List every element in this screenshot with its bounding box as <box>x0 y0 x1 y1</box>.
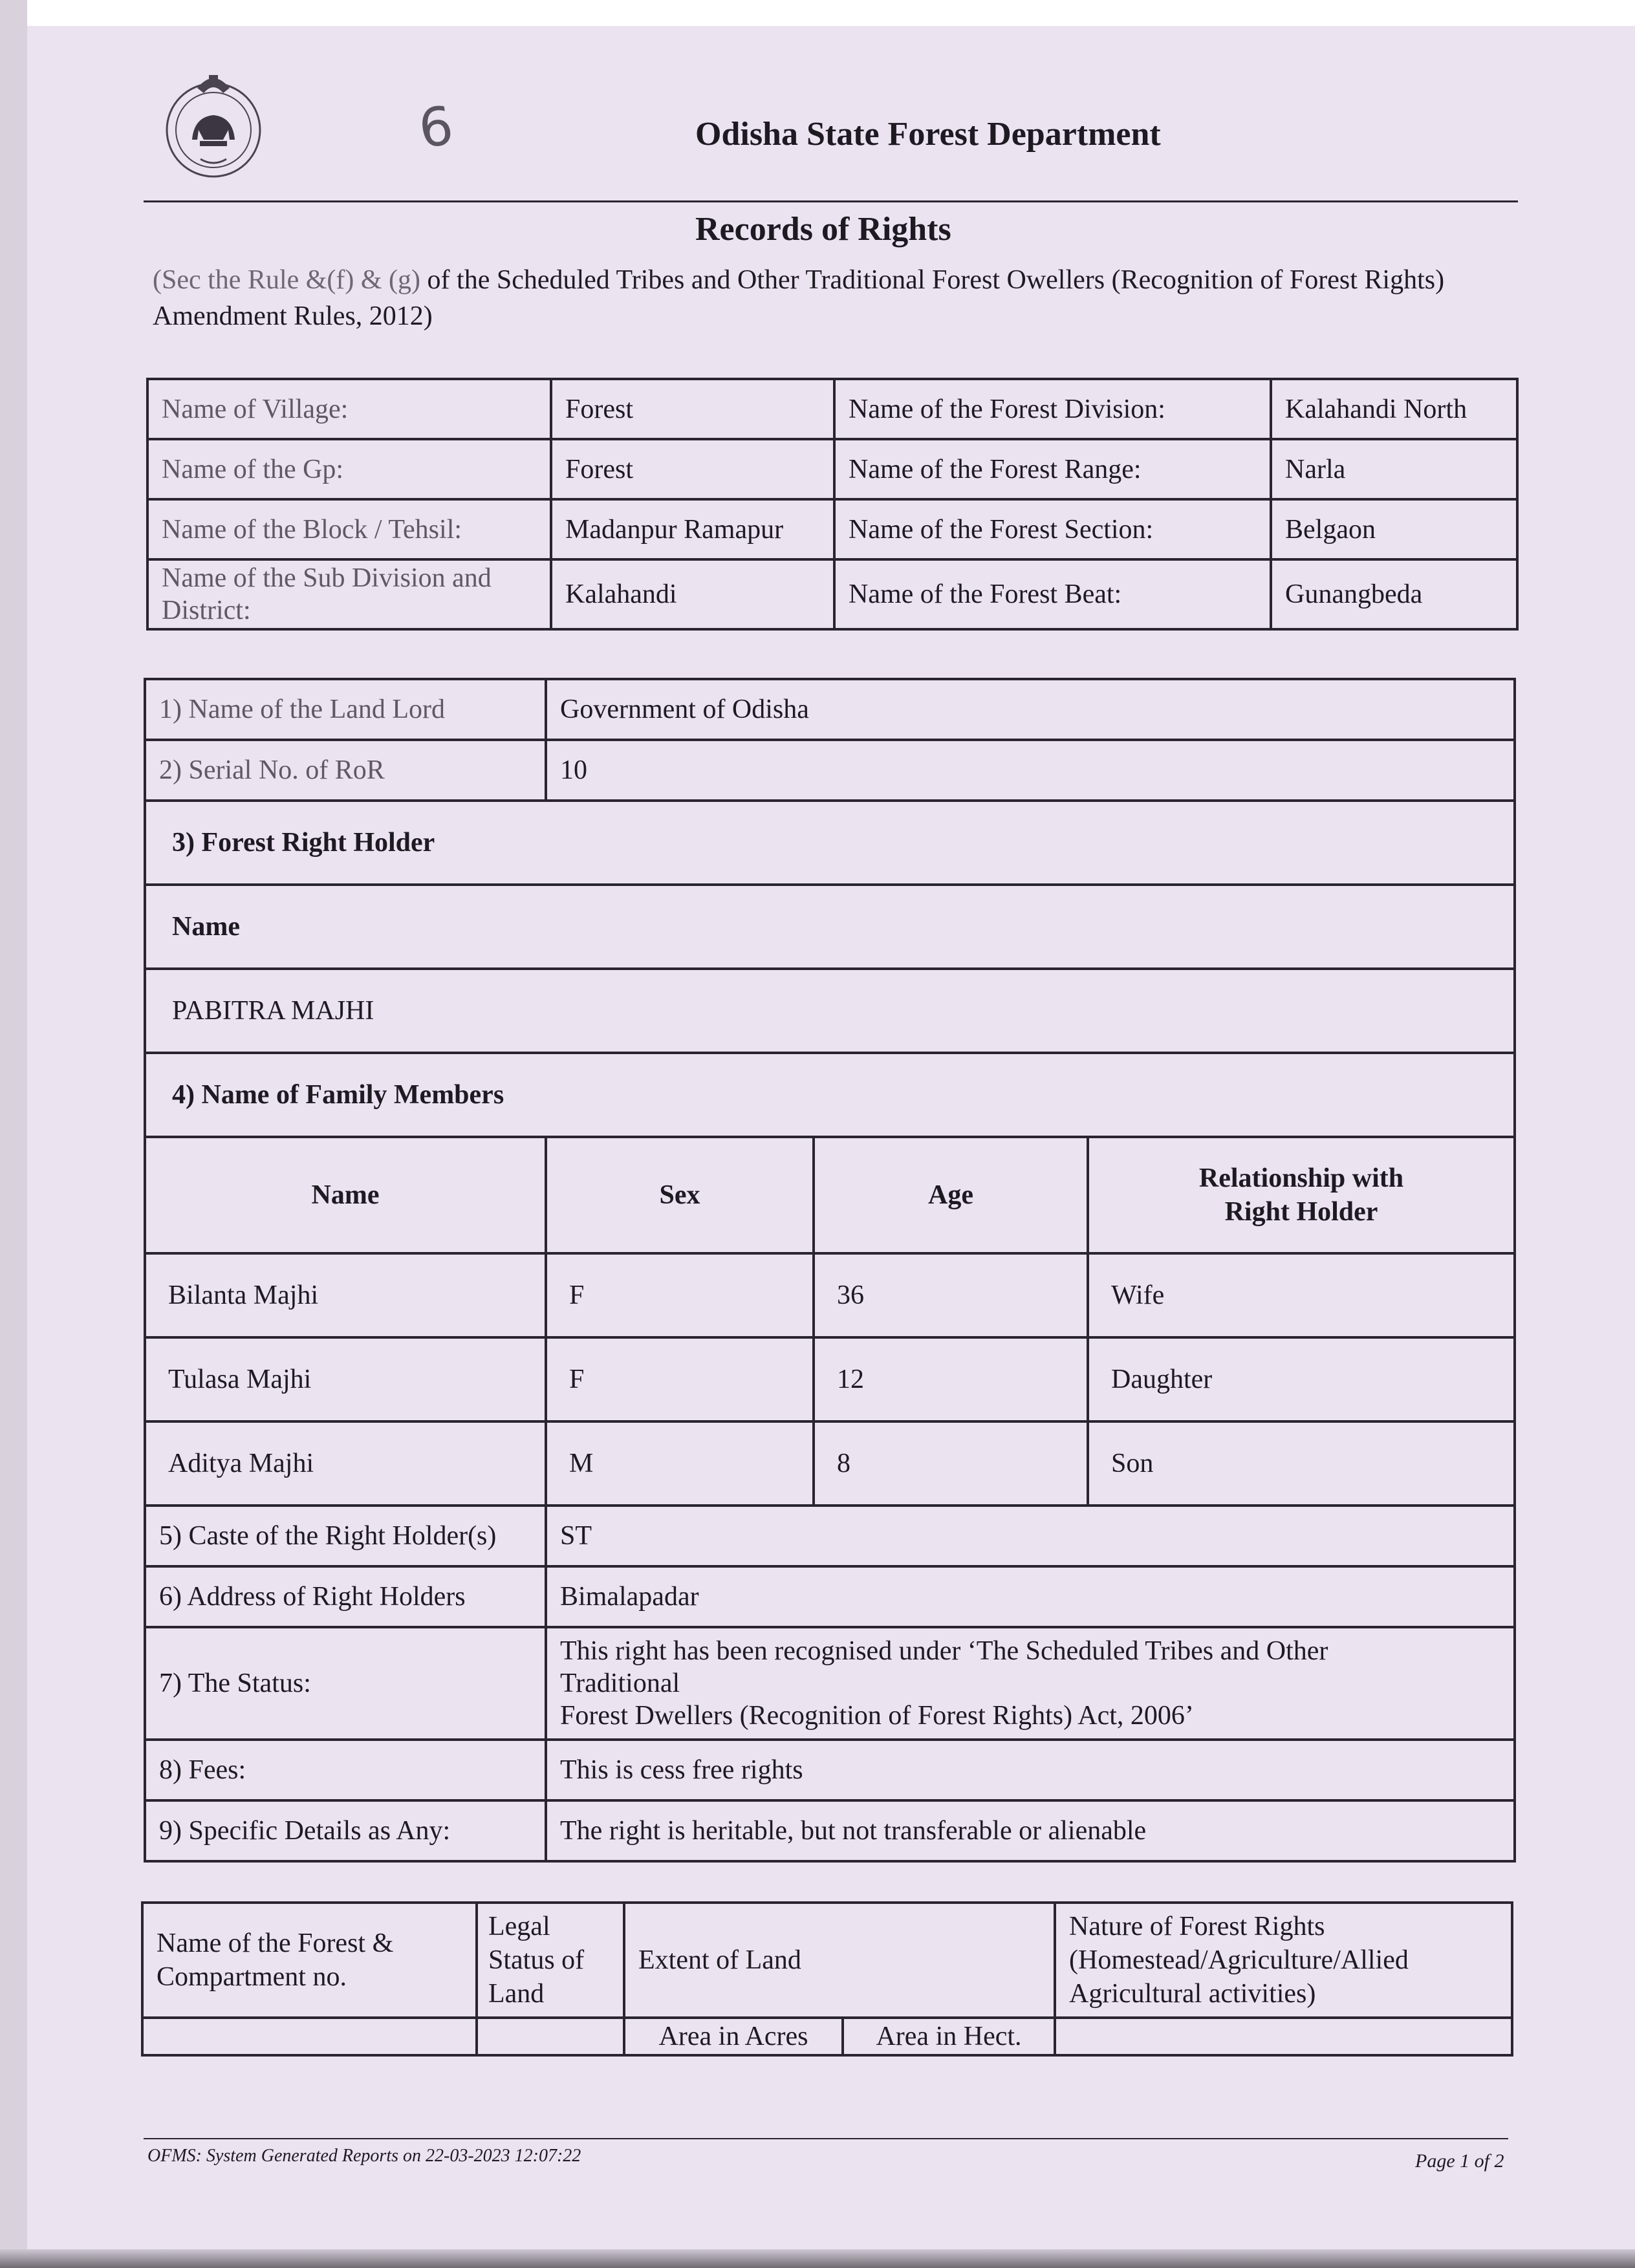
serial-label: 2) Serial No. of RoR <box>145 740 546 801</box>
location-row <box>147 499 1517 559</box>
village-label: Name of Village: <box>147 379 551 439</box>
table-row <box>145 1337 1515 1421</box>
forest-division-label: Name of the Forest Division: <box>834 379 1271 439</box>
land-table <box>141 1901 1513 2057</box>
address-value: Bimalapadar <box>546 1566 1515 1627</box>
fees-value: This is cess free rights <box>546 1740 1515 1800</box>
status-value <box>546 1627 1515 1740</box>
rule-reference-note <box>153 262 1517 334</box>
family-member-name: Bilanta Majhi <box>145 1253 546 1337</box>
col-forest-compartment: Name of the Forest & Compartment no. <box>142 1903 477 2018</box>
family-member-relation: Wife <box>1088 1253 1515 1337</box>
location-table <box>146 378 1519 631</box>
footer-divider <box>144 2138 1508 2139</box>
gp-value: Forest <box>551 439 834 499</box>
family-member-name: Tulasa Majhi <box>145 1337 546 1421</box>
scan-bottom-edge <box>0 2249 1635 2268</box>
sub-area-hect: Area in Hect. <box>843 2018 1055 2055</box>
page-number: Page 1 of 2 <box>1415 2150 1504 2172</box>
gp-label: Name of the Gp: <box>147 439 551 499</box>
serial-value: 10 <box>546 740 1515 801</box>
land-cell-empty <box>1055 2018 1512 2055</box>
block-tehsil-label: Name of the Block / Tehsil: <box>147 499 551 559</box>
family-member-sex: F <box>546 1253 814 1337</box>
location-row <box>147 559 1517 629</box>
family-member-age: 8 <box>814 1421 1088 1506</box>
address-label: 6) Address of Right Holders <box>145 1566 546 1627</box>
forest-beat-label: Name of the Forest Beat: <box>834 559 1271 629</box>
rule-note-rest: of the Scheduled Tribes and Other Traditional Forest Owellers (Recognition of Forest Rights) Amendment Rules, 2012) <box>153 265 1445 331</box>
village-value: Forest <box>551 379 834 439</box>
family-members-heading: 4) Name of Family Members <box>145 1053 1515 1137</box>
family-col-relationship: Relationship with Right Holder <box>1088 1137 1515 1253</box>
sub-division-value: Kalahandi <box>551 559 834 629</box>
family-member-sex: M <box>546 1421 814 1506</box>
family-header-row <box>145 1137 1515 1253</box>
sub-division-label: Name of the Sub Division and District: <box>147 559 551 629</box>
odisha-emblem-icon <box>158 62 268 185</box>
table-row <box>145 1421 1515 1506</box>
scan-top-margin <box>0 0 1635 26</box>
forest-section-value: Belgaon <box>1271 499 1517 559</box>
status-label: 7) The Status: <box>145 1627 546 1740</box>
col-legal-status: Legal Status of Land <box>477 1903 624 2018</box>
family-col-sex: Sex <box>546 1137 814 1253</box>
land-lord-label: 1) Name of the Land Lord <box>145 679 546 740</box>
forest-division-value: Kalahandi North <box>1271 379 1517 439</box>
holder-name-value: PABITRA MAJHI <box>145 969 1515 1053</box>
forest-range-value: Narla <box>1271 439 1517 499</box>
table-row <box>145 1253 1515 1337</box>
family-member-age: 36 <box>814 1253 1088 1337</box>
sub-area-acres: Area in Acres <box>624 2018 843 2055</box>
rule-note-prefix: (Sec the Rule &(f) & (g) <box>153 265 421 295</box>
col-extent-of-land: Extent of Land <box>624 1903 1055 2018</box>
land-cell-empty <box>477 2018 624 2055</box>
generated-timestamp: OFMS: System Generated Reports on 22-03-2023 12:07:22 <box>147 2146 581 2166</box>
forest-beat-value: Gunangbeda <box>1271 559 1517 629</box>
family-member-relation: Daughter <box>1088 1337 1515 1421</box>
header-divider <box>144 200 1518 202</box>
document-title: Records of Rights <box>695 211 951 248</box>
caste-value: ST <box>546 1506 1515 1566</box>
family-col-age: Age <box>814 1137 1088 1253</box>
block-tehsil-value: Madanpur Ramapur <box>551 499 834 559</box>
col-nature-of-rights: Nature of Forest Rights (Homestead/Agriculture/Allied Agricultural activities) <box>1055 1903 1512 2018</box>
handwritten-number: 6 <box>415 94 457 161</box>
status-line: Traditional <box>560 1669 680 1698</box>
specific-details-value: The right is heritable, but not transferable or alienable <box>546 1800 1515 1861</box>
scan-left-edge <box>0 0 27 2268</box>
caste-label: 5) Caste of the Right Holder(s) <box>145 1506 546 1566</box>
family-member-sex: F <box>546 1337 814 1421</box>
department-title: Odisha State Forest Department <box>695 116 1161 153</box>
land-cell-empty <box>142 2018 477 2055</box>
holder-name-header: Name <box>145 885 1515 969</box>
fees-label: 8) Fees: <box>145 1740 546 1800</box>
location-row <box>147 379 1517 439</box>
family-col-name: Name <box>145 1137 546 1253</box>
specific-details-label: 9) Specific Details as Any: <box>145 1800 546 1861</box>
land-lord-value: Government of Odisha <box>546 679 1515 740</box>
location-row <box>147 439 1517 499</box>
family-member-name: Aditya Majhi <box>145 1421 546 1506</box>
forest-right-holder-heading: 3) Forest Right Holder <box>145 801 1515 885</box>
status-line: Forest Dwellers (Recognition of Forest Rights) Act, 2006’ <box>560 1701 1194 1731</box>
status-line: This right has been recognised under ‘The Scheduled Tribes and Other <box>560 1636 1328 1666</box>
record-table <box>144 678 1516 1863</box>
family-member-age: 12 <box>814 1337 1088 1421</box>
forest-range-label: Name of the Forest Range: <box>834 439 1271 499</box>
family-member-relation: Son <box>1088 1421 1515 1506</box>
forest-section-label: Name of the Forest Section: <box>834 499 1271 559</box>
